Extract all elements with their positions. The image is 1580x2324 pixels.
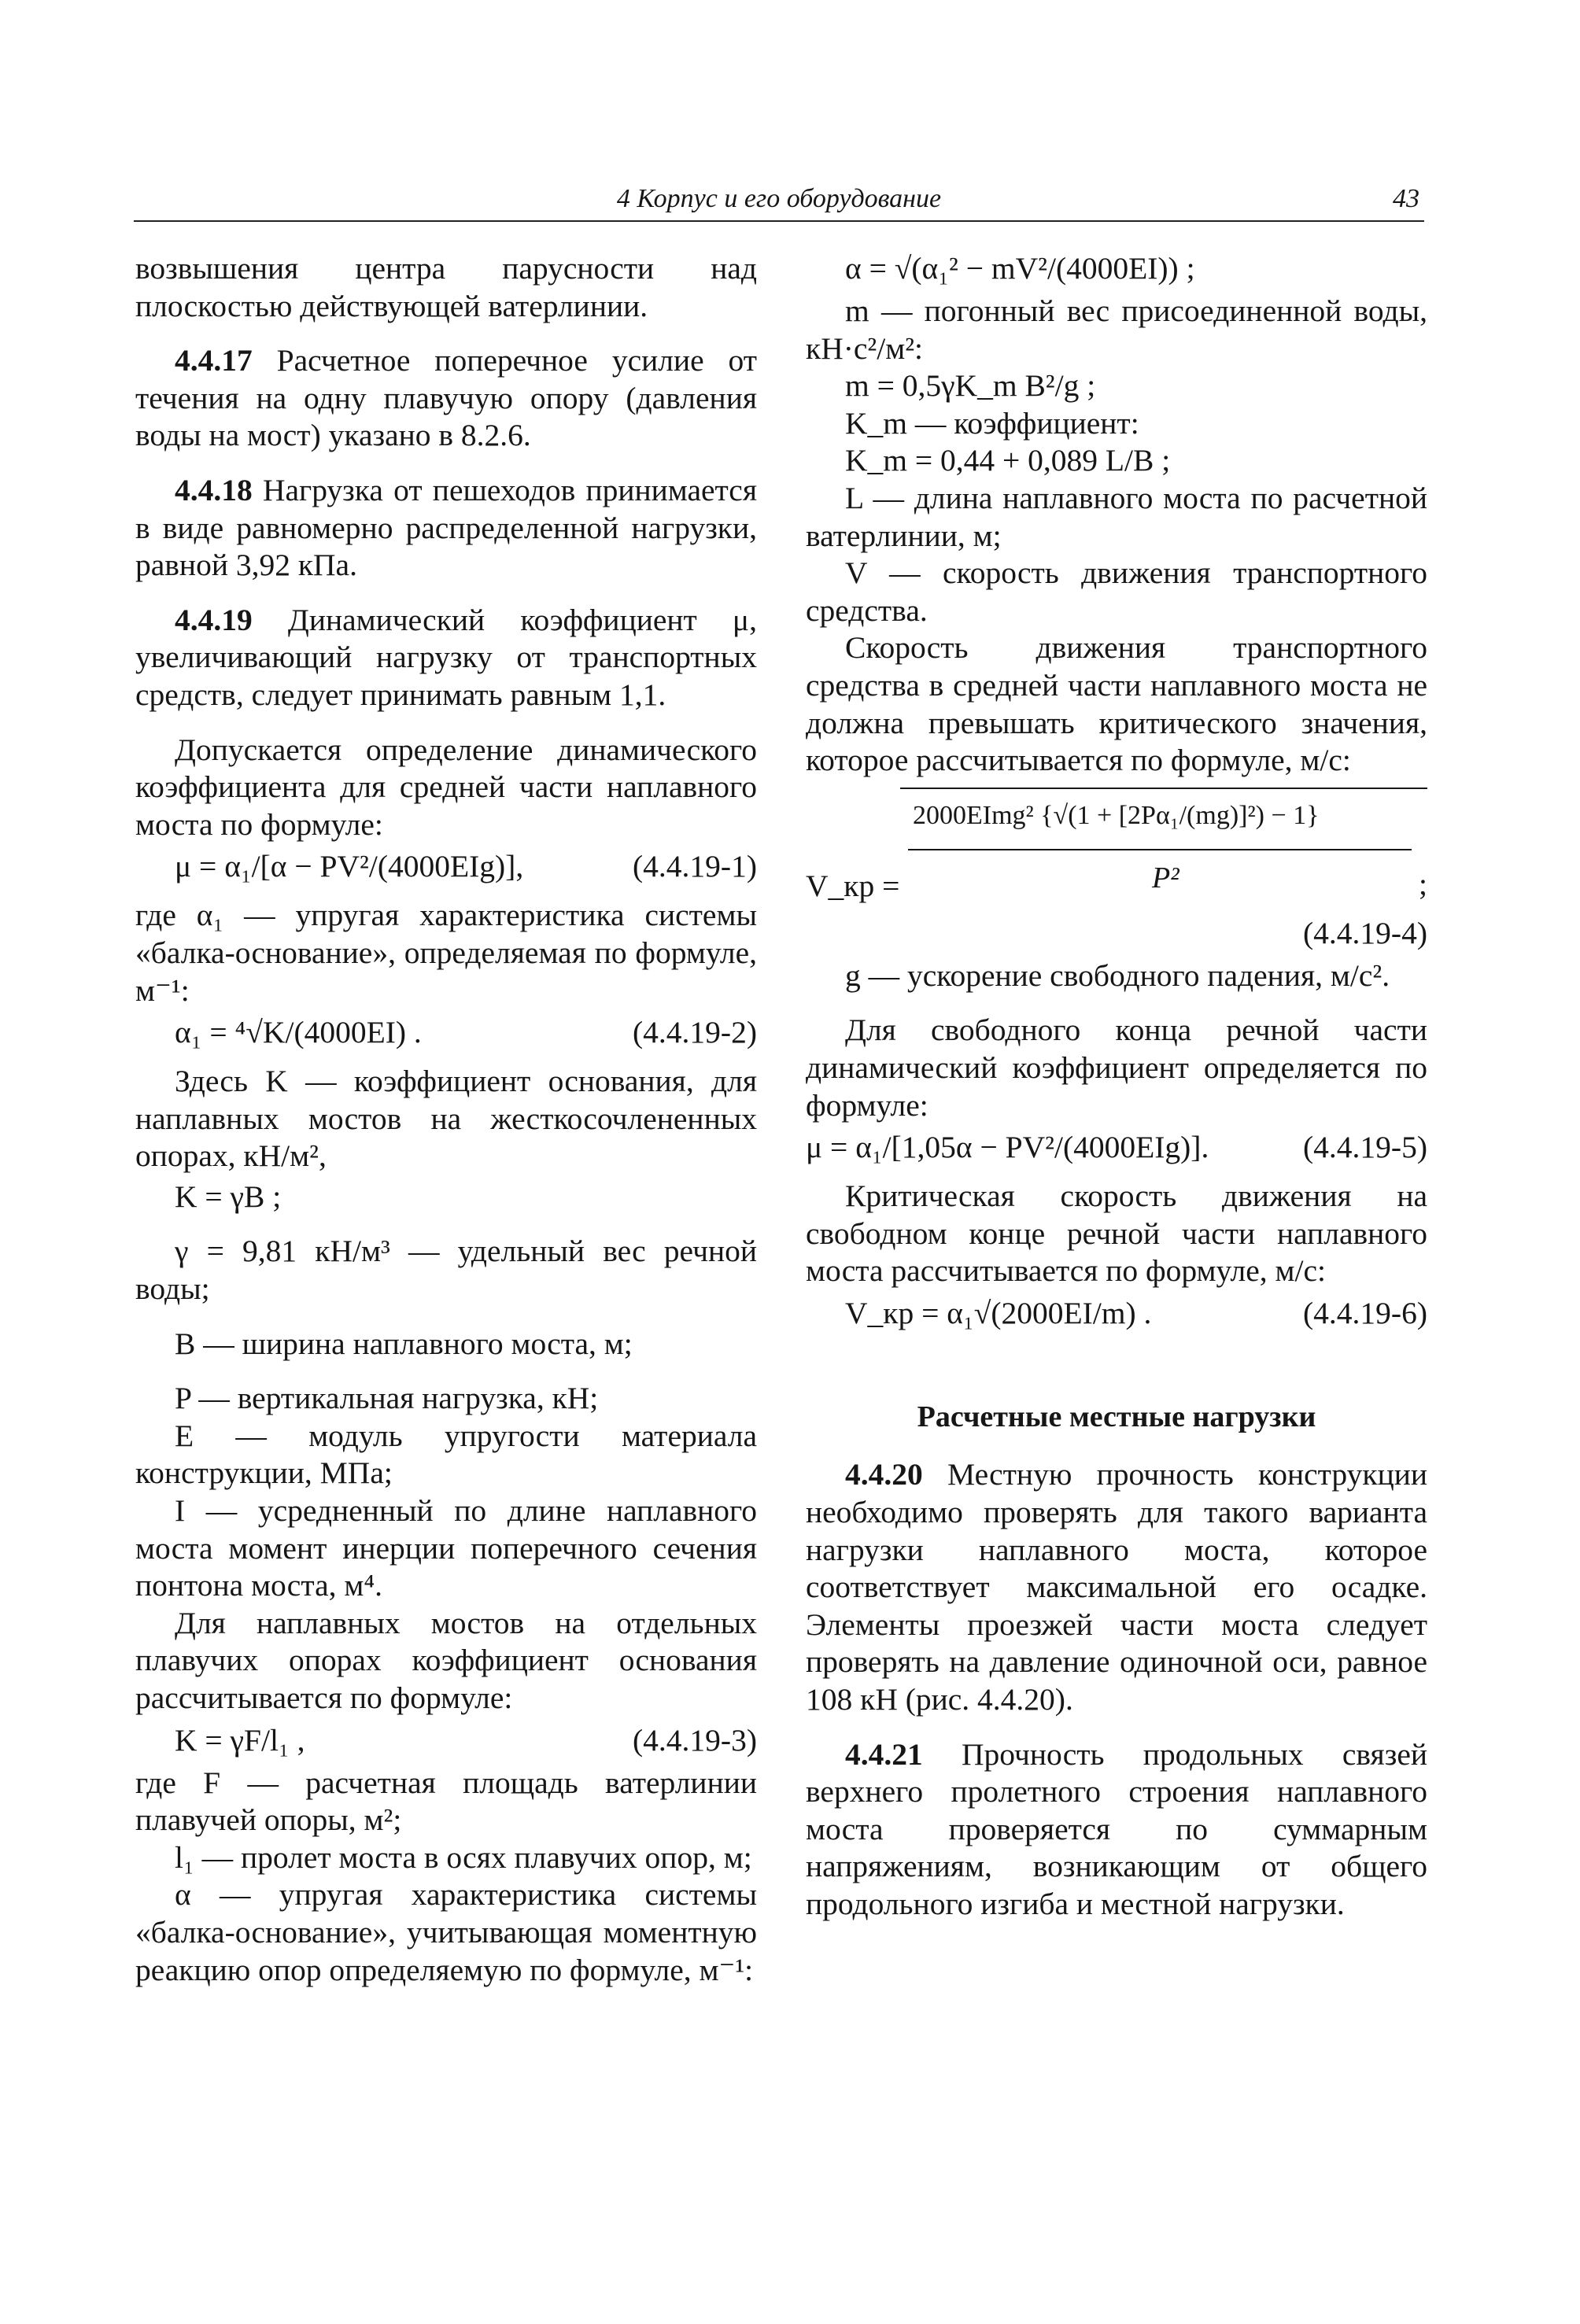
formula-number: (4.4.19-1): [633, 849, 757, 884]
formula-number: (4.4.19-2): [633, 1015, 757, 1050]
section-text: Прочность продольных связей верхнего пролетного строения наплавного моста проверяется по суммарным напряжениям, возникающим от общего продольного изгиба и местной нагрузки.: [806, 1736, 1427, 1921]
formula-km: K_m = 0,44 + 0,089 L/B ;: [845, 443, 1171, 478]
formula-body: μ = α₁/[1,05α − PV²/(4000EIg)].: [806, 1130, 1209, 1165]
formula-4-4-19-4: [806, 780, 1427, 953]
paragraph-l1: l₁ — пролет моста в осях плавучих опор, м;: [175, 1839, 752, 1875]
formula-4-4-19-1: [135, 843, 757, 897]
formula-4-4-19-3: [135, 1717, 757, 1765]
paragraph-speed: Скорость движения транспортного средства в средней части наплавного моста не должна превышать критического значения, которое рассчитывается по формуле, м/с:: [806, 630, 1427, 778]
paragraph-allowed: Допускается определение динамического коэффициента для средней части наплавного моста по формуле:: [135, 732, 757, 842]
right-column: [806, 250, 1427, 1924]
left-column: [135, 250, 757, 1989]
section-text: Расчетное поперечное усилие от течения на одну плавучую опору (давления воды на мост) указано в 8.2.6.: [135, 343, 757, 453]
section-4-4-21: [806, 1736, 1427, 1924]
section-text: Местную прочность конструкции необходимо проверять для такого варианта нагрузки наплавного моста, которое соответствует максимальной его осадке. Элементы проезжей части моста следует проверять на давление одиночной оси, равное 108 кН (рис. 4.4.20).: [806, 1457, 1427, 1717]
formula-4-4-19-2: [135, 1009, 757, 1063]
header-title: 4 Корпус и его оборудование: [616, 184, 942, 213]
formula-semicolon: ;: [1419, 866, 1427, 902]
paragraph-e: E — модуль упругости материала конструкции, МПа;: [135, 1418, 757, 1491]
formula-denominator: P²: [1152, 861, 1179, 895]
section-number: 4.4.19: [175, 602, 253, 637]
running-header: [134, 178, 1424, 222]
section-text: Динамический коэффициент μ, увеличивающий нагрузку от транспортных средств, следует принимать равным 1,1.: [135, 602, 757, 712]
section-heading: Расчетные местные нагрузки: [917, 1400, 1316, 1433]
radical-line: [900, 788, 1427, 789]
section-4-4-17: [135, 342, 757, 455]
formula-alpha: [806, 250, 1427, 293]
formula-4-4-19-6: [806, 1290, 1427, 1344]
paragraph-free-end: Для свободного конца речной части динамический коэффициент определяется по формуле:: [806, 1013, 1427, 1123]
formula-number: (4.4.19-3): [633, 1722, 757, 1758]
paragraph-where-alpha1: где α₁ — упругая характеристика системы «балка-основание», определяемая по формуле, м⁻¹:: [135, 898, 757, 1008]
section-4-4-19: [135, 602, 757, 714]
paragraph-separate: Для наплавных мостов на отдельных плавучих опорах коэффициент основания рассчитывается по формуле:: [135, 1605, 757, 1715]
paragraph-alpha: α — упругая характеристика системы «балка-основание», учитывающая моментную реакцию опор определяемую по формуле, м⁻¹:: [135, 1877, 757, 1987]
paragraph-v: V — скорость движения транспортного средства.: [806, 555, 1427, 628]
formula-number: (4.4.19-6): [1303, 1295, 1427, 1330]
paragraph-critical: Критическая скорость движения на свободном конце речной части наплавного моста рассчитывается по формуле, м/с:: [806, 1179, 1427, 1289]
paragraph-m: m — погонный вес присоединенной воды, кН·с²/м²:: [806, 293, 1427, 366]
formula-body: K = γF/l₁ ,: [175, 1722, 305, 1758]
section-number: 4.4.21: [845, 1736, 923, 1772]
formula-m: m = 0,5γK_m B²/g ;: [845, 368, 1096, 404]
section-number: 4.4.18: [175, 472, 253, 507]
formula-numerator: 2000EImg² {√(1 + [2Pα₁/(mg)]²) − 1}: [913, 800, 1320, 830]
section-number: 4.4.20: [845, 1457, 923, 1492]
formula-number: (4.4.19-5): [1303, 1130, 1427, 1165]
section-text: Нагрузка от пешеходов принимается в виде равномерно распределенной нагрузки, равной 3,92 кПа.: [135, 472, 757, 583]
paragraph-f: где F — расчетная площадь ватерлинии плавучей опоры, м²;: [135, 1765, 757, 1838]
paragraph-b: B — ширина наплавного моста, м;: [175, 1326, 633, 1361]
paragraph-km: K_m — коэффициент:: [845, 405, 1139, 441]
paragraph-continuation: возвышения центра парусности над плоскостью действующей ватерлинии.: [135, 251, 757, 323]
paragraph-k: Здесь K — коэффициент основания, для наплавных мостов на жесткосочлененных опорах, кН/м²,: [135, 1064, 757, 1174]
formula-body: α = √(α₁² − mV²/(4000EI)) ;: [845, 251, 1195, 286]
paragraph-gamma: γ = 9,81 кН/м³ — удельный вес речной воды;: [135, 1234, 757, 1307]
formula-body: V_кр = α₁√(2000EI/m) .: [845, 1295, 1152, 1330]
formula-number: (4.4.19-4): [1303, 915, 1427, 950]
section-4-4-18: [135, 472, 757, 585]
fraction-bar: [908, 849, 1412, 850]
formula-4-4-19-5: [806, 1124, 1427, 1178]
formula-body: α₁ = ⁴√K/(4000EI) .: [175, 1015, 422, 1050]
section-4-4-20: [806, 1456, 1427, 1718]
paragraph-g: g — ускорение свободного падения, м/с².: [845, 957, 1390, 993]
paragraph-p: P — вертикальная нагрузка, кН;: [175, 1381, 599, 1416]
formula-k: K = γB ;: [175, 1179, 282, 1214]
formula-body: μ = α₁/[α − PV²/(4000EIg)],: [175, 849, 524, 884]
paragraph-i: I — усредненный по длине наплавного моста момент инерции поперечного сечения понтона моста, м⁴.: [135, 1493, 757, 1603]
page-number: 43: [1393, 184, 1419, 213]
formula-lhs: V_кр =: [806, 868, 900, 903]
paragraph-l: L — длина наплавного моста по расчетной ватерлинии, м;: [806, 480, 1427, 553]
section-number: 4.4.17: [175, 343, 253, 378]
